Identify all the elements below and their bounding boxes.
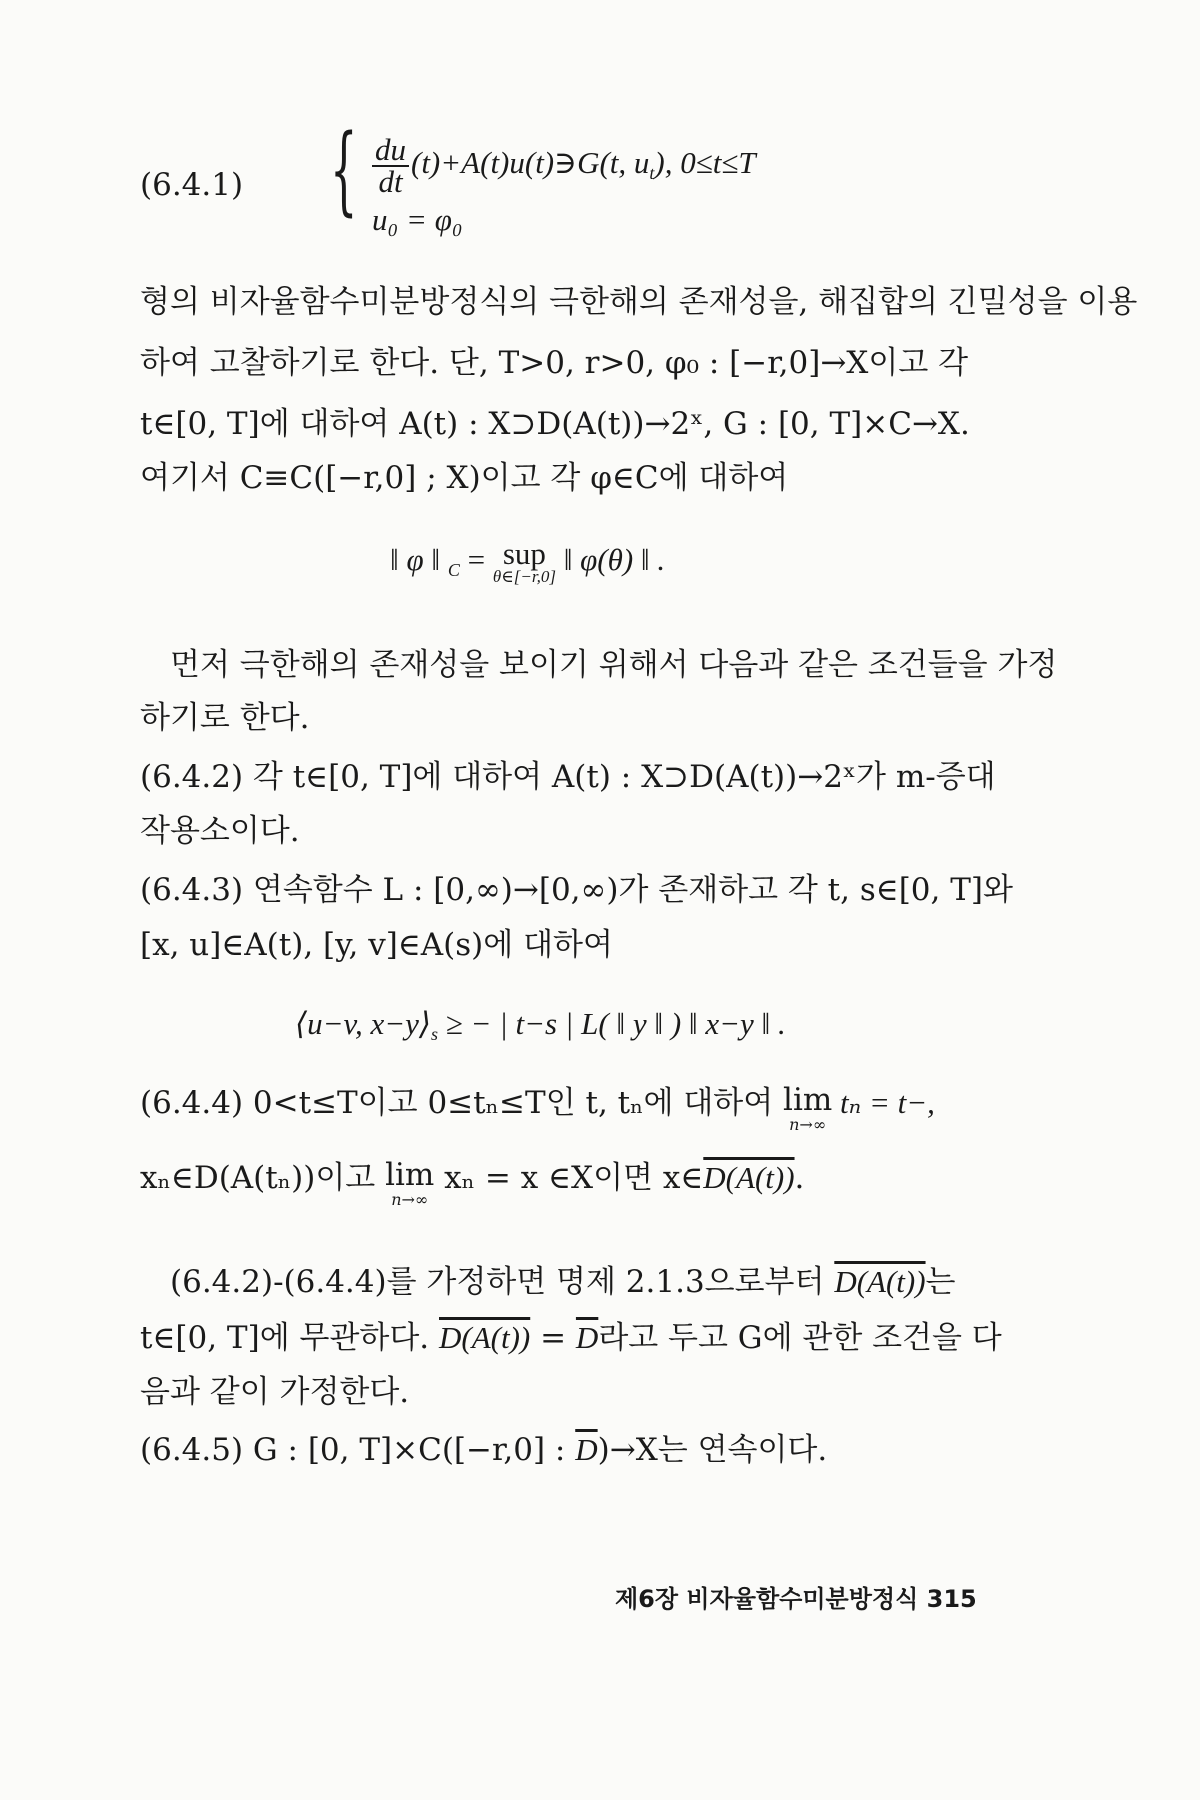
norm-left: ‖ φ ‖ (390, 542, 448, 577)
norm-equals: = (459, 542, 493, 577)
condition-644-line-2 (140, 1158, 804, 1208)
condition-644-line-2-text: xₙ∈D(A(tₙ))이고 (140, 1160, 376, 1196)
limit-range-2: n→∞ (391, 1190, 429, 1209)
sup-text: sup (502, 536, 546, 571)
closure-domain-2: D(A(t)) (834, 1264, 926, 1299)
condition-644-line-1-tail: tₙ = t−, (832, 1085, 935, 1120)
paragraph1-line-3: t∈[0, T]에 대하여 A(t) : X⊃D(A(t))→2ˣ, G : [0, T]×C→X. (140, 406, 970, 442)
paragraph3-line-2-text: t∈[0, T]에 무관하다. (140, 1320, 439, 1356)
limit-range-1: n→∞ (789, 1115, 827, 1134)
fraction-denominator: dt (378, 164, 403, 199)
condition-644-line-2-mid: xₙ = x ∈X이면 x∈ (434, 1160, 704, 1196)
paragraph1-line-2: 하여 고찰하기로 한다. 단, T>0, r>0, φ₀ : [−r,0]→X이고 각 (140, 345, 969, 381)
norm-right: ‖ φ(θ) ‖ . (555, 542, 666, 577)
left-brace: { (330, 114, 358, 226)
dissipativity-inequality (295, 1004, 786, 1054)
condition-644-line-1-text: (6.4.4) 0<t≤T이고 0≤tₙ≤T인 t, tₙ에 대하여 (140, 1085, 774, 1121)
system-line-1-tail: ), 0≤t≤T (654, 145, 756, 181)
page-footer: 제6장 비자율함수미분방정식 315 (615, 1585, 977, 1613)
condition-642-line-2: 작용소이다. (140, 813, 300, 849)
system-line-1-text: (t)+A(t)u(t)∋G(t, u (411, 145, 650, 181)
equation-label: (6.4.1) (140, 167, 244, 203)
paragraph3-line-1-tail: 는 (925, 1264, 956, 1300)
closure-d: $\overline{D}$ (575, 1320, 599, 1355)
closure-d-2: $\overline{D}$ (575, 1432, 598, 1467)
limit-text-2: lim (385, 1157, 435, 1193)
sup-range: θ∈[−r,0] (492, 567, 556, 586)
condition-645-tail: )→X는 연속이다. (597, 1432, 828, 1468)
condition-645 (140, 1430, 827, 1470)
system-line-2: u₀ = φ₀ (372, 202, 463, 237)
closure-domain: D(A(t)) (703, 1160, 795, 1195)
condition-642-line-1: (6.4.2) 각 t∈[0, T]에 대하여 A(t) : X⊃D(A(t))→2ˣ가 m-증대 (140, 759, 996, 795)
limit-operator-1 (783, 1083, 832, 1133)
limit-text-1: lim (783, 1082, 833, 1118)
condition-644-line-1 (140, 1083, 935, 1133)
paragraph1-line-4: 여기서 C≡C([−r,0] ; X)이고 각 φ∈C에 대하여 (140, 460, 789, 496)
condition-643-line-2: [x, u]∈A(t), [y, v]∈A(s)에 대하여 (140, 927, 613, 963)
system-line-1 (372, 132, 756, 199)
derivative-fraction (372, 132, 409, 199)
paragraph3-line-2-eq: = (530, 1320, 576, 1356)
inequality-rhs: ≥ − | t−s | L( ‖ y ‖ ) ‖ x−y ‖ . (438, 1006, 786, 1041)
paragraph3-line-2-tail: 라고 두고 G에 관한 조건을 다 (598, 1320, 1002, 1356)
inequality-bracket: ⟨u−v, x−y⟩ (295, 1006, 432, 1041)
sup-operator (492, 536, 556, 586)
norm-equation (390, 536, 666, 590)
fraction-numerator: du (372, 135, 409, 167)
condition-643-line-1: (6.4.3) 연속함수 L : [0,∞)→[0,∞)가 존재하고 각 t, s∈[0, T]와 (140, 872, 1013, 908)
condition-645-text: (6.4.5) G : [0, T]×C([−r,0] : (140, 1432, 576, 1468)
limit-operator-2 (385, 1158, 434, 1208)
inequality-subscript: s (431, 1024, 439, 1044)
paragraph1-line-1: 형의 비자율함수미분방정식의 극한해의 존재성을, 해집합의 긴밀성을 이용 (140, 284, 1138, 320)
norm-left-subscript: C (447, 560, 460, 580)
closure-domain-3: D(A(t)) (439, 1320, 531, 1355)
paragraph2-line-1: 먼저 극한해의 존재성을 보이기 위해서 다음과 같은 조건들을 가정 (170, 647, 1058, 683)
paragraph2-line-2: 하기로 한다. (140, 700, 310, 736)
system-line-1-subscript: t (649, 163, 655, 184)
paragraph3-line-2 (140, 1318, 1002, 1358)
paragraph3-line-1 (170, 1262, 956, 1302)
condition-644-line-2-tail: . (794, 1160, 805, 1196)
paragraph3-line-1-text: (6.4.2)-(6.4.4)를 가정하면 명제 2.1.3으로부터 (170, 1264, 835, 1300)
paragraph3-line-3: 음과 같이 가정한다. (140, 1374, 410, 1410)
